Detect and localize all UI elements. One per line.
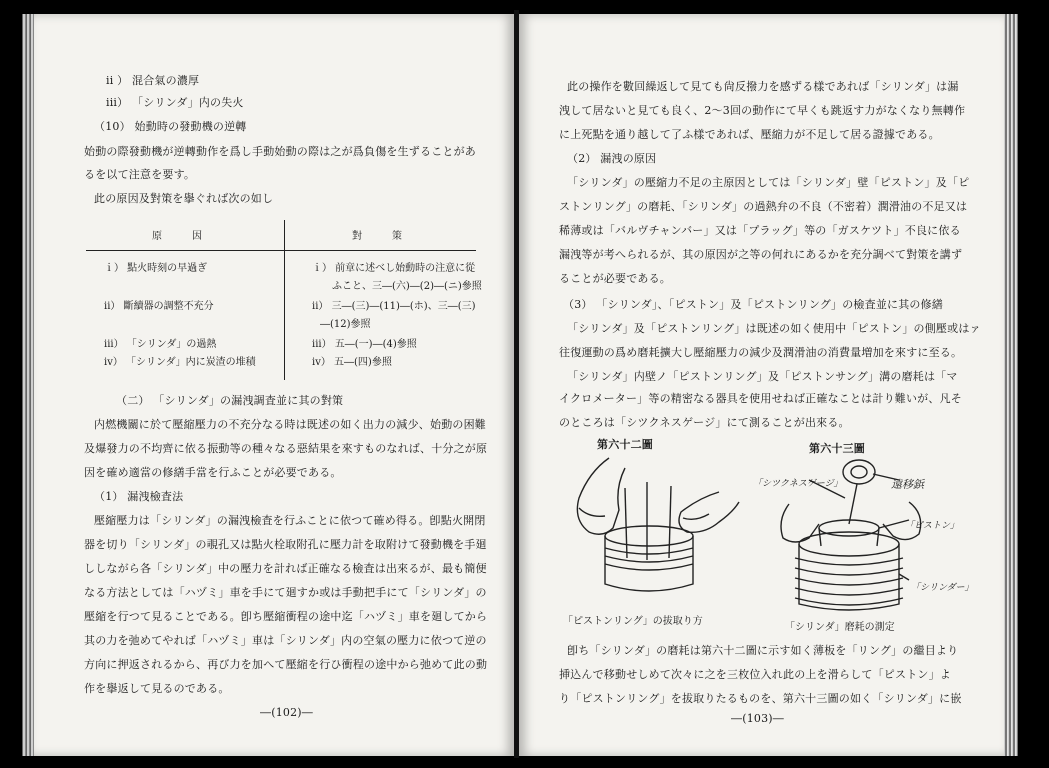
right-line-14: イクロメーター」等の精密なる器具を使用せねば正確なことは計り難いが、凡そ [559,392,962,405]
right-line-1: 此の操作を數回繰返して見ても尙反撥力を感ずる樣であれば「シリンダ」は漏 [567,80,959,93]
table-row-3-cause: iii） 「シリンダ」の過熱 [104,339,217,350]
book-edge-left [22,14,34,756]
table-rule-vertical [284,220,285,380]
left-page-number: ―(102)― [260,706,313,719]
left-body-4: 壓縮壓力は「シリンダ」の漏洩檢査を行ふことに依つて確め得る。卽點火開閉 [94,514,486,527]
fig63-caption: 「シリンダ」磨耗の測定 [785,622,895,633]
table-header-cause: 原 因 [152,231,202,242]
table-row-2-cause: ii） 斷續器の調整不充分 [104,301,214,312]
right-body-2: 挿込んで移動せしめて次々に之を三枚位入れ此の上を滑らして「ピストン」よ [559,668,951,681]
right-page [519,14,1004,756]
right-line-11: 「シリンダ」及「ピストンリング」は既述の如く使用中「ピストン」の側壓或はァ [567,322,981,335]
right-line-13: 「シリンダ」内壁ノ「ピストンリング」及「ピストンサング」溝の磨耗は「マ [567,370,958,383]
right-line-12: 往復運動の爲め磨耗擴大し壓縮壓力の減少及潤滑油の消費量増加を來すに至る。 [559,346,963,359]
table-row-1-measure-cont: ふこと、三―(六)―(2)―(ニ)參照 [332,281,482,292]
right-body-1: 卽ち「シリンダ」の磨耗は第六十二圖に示す如く薄板を「リング」の繼目より [567,644,959,657]
right-line-3: に上死點を通り越して了ふ樣であれば、壓縮力が不足して居る證據である。 [559,128,940,141]
right-line-8: 漏洩等が考へられるが、其の原因が之等の何れにあるかを充分調べて對策を講ず [559,248,963,261]
table-row-4-measure: iv） 五―(四)參照 [312,357,392,368]
right-line-5: 「シリンダ」の壓縮力不足の主原因としては「シリンダ」壁「ピストン」及「ピ [567,176,970,189]
table-rule-header [86,250,476,251]
left-body-7: なる方法としては「ハヅミ」車を手にて廻すか或は手動把手にて「シリンダ」の [84,586,487,599]
table-row-2-measure-cont: ―(12)參照 [320,319,371,330]
right-line-10: （3） 「シリンダ」、「ピストン」及「ピストンリング」の檢査並に其の修繕 [563,298,944,311]
left-section-heading: （二） 「シリンダ」の漏洩調査並に其の對策 [116,394,344,407]
table-row-2-measure: ii） 三―(三)―(11)―(ホ)、三―(三) [312,301,476,312]
table-row-1-cause: ｉ） 點火時刻の早過ぎ [104,263,208,274]
left-body-11: 作を擧返して見るのである。 [84,682,230,695]
table-row-3-measure: iii） 五―(一)―(4)參照 [312,339,417,350]
table-row-1-measure: ｉ） 前章に述べし始動時の注意に從 [312,263,476,274]
fig63-title: 第六十三圖 [809,442,865,455]
left-body-6: ししながら各「シリンダ」中の壓力を計れば正確なる檢査は出來るが、最も簡便 [84,562,487,575]
right-line-15: のところは「シツクネスゲージ」にて測ることが出來る。 [559,416,850,429]
table-row-4-cause: iv） 「シリンダ」内に炭渣の堆積 [104,357,256,368]
left-line-1: ii ） 混合氣の濃厚 [106,74,200,87]
fig62-illustration [549,452,749,602]
left-line-6: 此の原因及對策を擧ぐれば次の如し [94,192,274,205]
right-page-number: ―(103)― [731,712,784,725]
left-body-1: 内燃機關に於て壓縮壓力の不充分なる時は既述の如く出力の減少、始動の困難 [94,418,486,431]
left-body-5: 器を切り「シリンダ」の覗孔又は點火栓取附孔に壓力計を取附けて發動機を手廻 [84,538,487,551]
fig62-caption: 「ピストンリング」の拔取り方 [563,616,703,627]
fig62-title: 第六十二圖 [597,438,653,451]
fig63-label-piston: 「ピストン」 [905,521,960,531]
right-line-7: 稀薄或は「バルヴチャンバー」又は「プラッグ」等の「ガスケツト」不良に依る [559,224,961,237]
left-body-2: 及爆發力の不均齊に依る振動等の種々なる惡結果を來すものなれば、十分之が原 [84,442,488,455]
left-body-3: 因を確め適當の修繕手當を行ふことが必要である。 [84,466,342,479]
left-subheading: （1） 漏洩檢査法 [94,490,184,503]
left-line-2: iii） 「シリンダ」内の失火 [106,96,244,109]
right-line-6: ストンリング」の磨耗、「シリンダ」の過熱弁の不良（不密着）潤滑油の不足又は [559,200,968,213]
book-edge-right [1004,14,1018,756]
fig63-label-ring: 遠移鋲 [891,478,924,491]
right-line-9: ることが必要である。 [559,272,671,285]
fig63-label-cylinder: 「シリンダー」 [911,583,974,593]
right-body-3: り「ピストンリング」を拔取りたるものを、第六十三圖の如く「シリンダ」に嵌 [559,692,962,705]
left-page [34,14,514,756]
left-body-8: 壓縮を行つて見ることである。卽ち壓縮衝程の途中迄「ハヅミ」車を廻してから [84,610,488,623]
fig63-label-gauge: 「シツクネスゲージ」 [753,479,843,489]
left-body-10: 方向に押返されるから、再び力を加へて壓縮を行ひ衝程の途中から弛めて此の動 [84,658,488,671]
left-line-4: 始動の際發動機が逆轉動作を爲し手動始動の際は之が爲負傷を生ずることがあ [84,145,476,158]
right-line-4: （2） 漏洩の原因 [567,152,657,165]
left-line-3: （10） 始動時の發動機の逆轉 [94,120,247,133]
left-body-9: 其の力を弛めてやれば「ハヅミ」車は「シリンダ」内の空氣の壓力に依つて逆の [84,634,487,647]
right-line-2: 洩して居ないと見ても良く、2～3回の動作にて早くも跳返す力がなくなり無轉作 [559,104,966,117]
table-header-measure: 對 策 [352,231,402,242]
left-line-5: るを以て注意を要す。 [84,168,196,181]
